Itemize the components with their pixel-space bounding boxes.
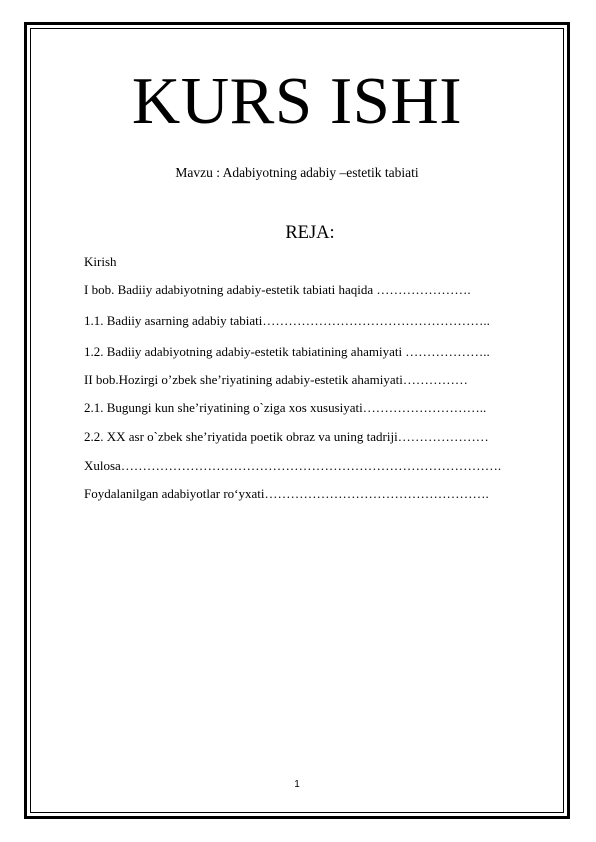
plan-item-section-2-2: 2.2. XX asr o`zbek she’riyatida poetik obraz va uning tadriji…………………: [84, 429, 489, 444]
plan-item-section-1-1: 1.1. Badiiy asarning adabiy tabiati……………………………………………..: [84, 313, 490, 328]
plan-item-references: Foydalanilgan adabiyotlar ro‘yxati…………………………………………….: [84, 486, 489, 501]
plan-item-chapter-2: II bob.Hozirgi o’zbek she’riyatining adabiy-estetik ahamiyati……………: [84, 372, 468, 387]
plan-item-introduction: Kirish: [84, 254, 117, 269]
plan-item-section-2-1: 2.1. Bugungi kun she’riyatining o`ziga xos xususiyati………………………..: [84, 400, 487, 415]
plan-heading: REJA:: [285, 223, 335, 243]
topic-line: Mavzu : Adabiyotning adabiy –estetik tabiati: [175, 165, 419, 180]
page-border-inner: [30, 28, 564, 813]
page-number: 1: [294, 779, 300, 790]
plan-item-conclusion: Xulosa…………………………………………………………………………….: [84, 458, 502, 473]
plan-item-chapter-1: I bob. Badiiy adabiyotning adabiy-estetik tabiati haqida ………………….: [84, 282, 471, 297]
document-title: KURS ISHI: [131, 64, 463, 138]
plan-item-section-1-2: 1.2. Badiiy adabiyotning adabiy-estetik tabiatining ahamiyati ………………..: [84, 344, 490, 359]
